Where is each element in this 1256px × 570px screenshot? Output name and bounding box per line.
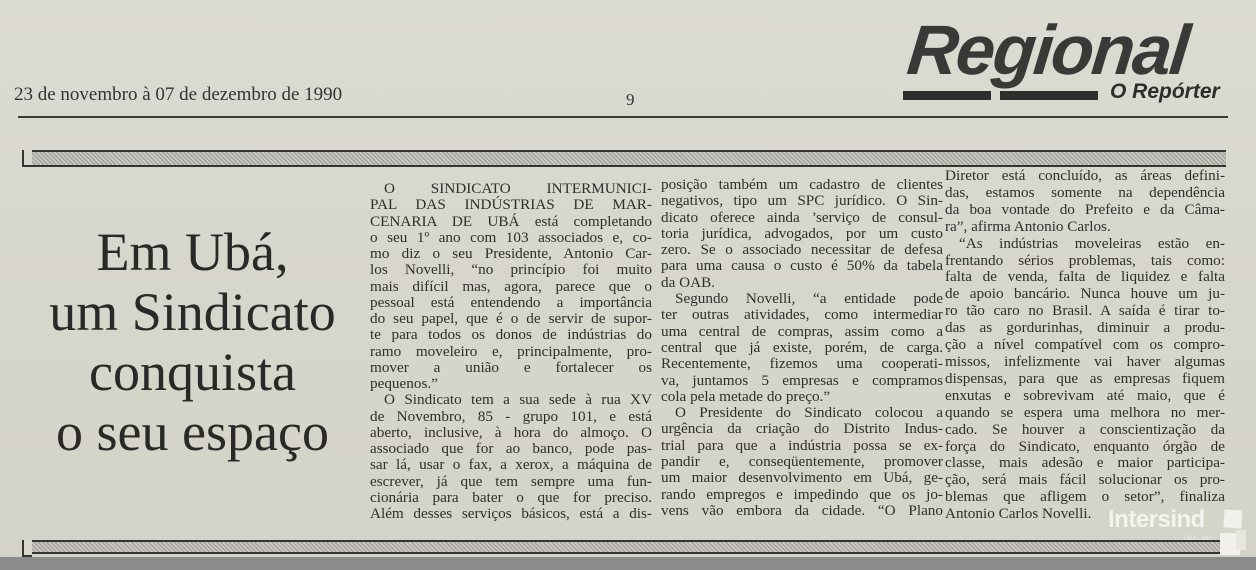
text-line: enxutas e sobrevivam até maio, que é: [945, 386, 1225, 404]
article-headline: [20, 222, 365, 462]
text-line: de Novembro, 85 - grupo 101, e está: [370, 407, 652, 425]
text-line: mover a união e fortalecer os: [370, 358, 652, 376]
text-line: Segundo Novelli, “a entidade pode: [675, 290, 943, 308]
hatched-border-bottom: [22, 540, 1226, 554]
text-line: O Sindicato tem a sua sede à rua XV: [384, 391, 652, 409]
text-line: urgência da criação do Distrito Indus-: [661, 420, 943, 438]
text-line: rando empregos e impedindo que os jo-: [661, 485, 943, 503]
text-line: los Novelli, “no princípio foi muito: [370, 261, 652, 279]
text-line: do seu papel, que é o de servir de supor-: [370, 310, 652, 327]
headline-line: conquista: [89, 342, 296, 402]
article-column-1: [370, 181, 652, 522]
text-line: mais difícil mas, agora, parece que o: [370, 277, 652, 295]
watermark-subtitle: UBÁ - MG: [1184, 536, 1212, 542]
text-line: PAL DAS INDÚSTRIAS DE MAR-: [370, 196, 652, 214]
logo-title: Regional: [903, 11, 1192, 89]
paragraph: [945, 236, 1225, 523]
text-line: te para todos os donos de indústrias do: [370, 326, 652, 344]
paragraph: [661, 291, 943, 405]
text-line: ra”, afirma Antonio Carlos.: [945, 217, 1111, 235]
paragraph: [945, 168, 1225, 236]
text-line: quando se espera uma melhora no mer-: [945, 403, 1225, 421]
paragraph: [370, 181, 652, 392]
intersind-watermark: [1108, 506, 1256, 570]
article-column-3: [945, 168, 1225, 523]
text-line: pandir e, conseqüentemente, promover: [661, 453, 943, 471]
text-line: trial para que a indústria possa se ex-: [661, 436, 943, 454]
text-line: força do Sindicato, enquanto órgão de: [945, 437, 1225, 455]
text-line: Além desses serviços básicos, está a dis-: [370, 505, 652, 522]
text-line: falta de venda, falta de liquidez e falta: [945, 268, 1225, 286]
text-line: ramo moveleiro e, principalmente, pro-: [370, 342, 652, 360]
header-rule: [18, 116, 1228, 118]
text-line: cionária para bater o que for preciso.: [370, 488, 652, 506]
text-line: zero. Se o associado necessitar de defesa: [661, 241, 943, 259]
text-line: ção a nível compatível com os compro-: [945, 336, 1225, 354]
text-line: pessoal está entendendo a importância: [370, 293, 652, 311]
text-line: Antonio Carlos Novelli.: [945, 505, 1092, 523]
text-line: da OAB.: [661, 273, 715, 291]
text-line: ção, será mais fácil solucionar os pro-: [945, 471, 1225, 489]
text-line: um maior desenvolvimento em Ubá, ge-: [661, 469, 943, 487]
text-line: toria jurídica, advogados, por um custo: [661, 224, 943, 242]
watermark-logo-icon: [1236, 530, 1246, 550]
text-line: o seu 1º ano com 103 associados e, co-: [370, 228, 652, 246]
text-line: dispensas, para que as empresas fiquem: [945, 369, 1225, 387]
hatched-border-top: [22, 150, 1226, 167]
page-number: 9: [626, 90, 635, 109]
logo-subtitle: O Repórter: [1110, 80, 1220, 103]
text-line: central que já existe, porém, de carga.: [661, 338, 943, 356]
text-line: cola pela metade do preço.”: [661, 387, 831, 405]
text-line: O SINDICATO INTERMUNICI-: [384, 180, 652, 197]
text-line: Diretor está concluído, as áreas defini-: [945, 167, 1225, 184]
logo-bar: [1000, 91, 1098, 100]
paragraph: [661, 177, 943, 291]
section-logo: [900, 11, 1240, 110]
text-line: missos, infelizmente vai haver algumas: [945, 352, 1225, 370]
text-line: CENARIA DE UBÁ está completando: [370, 212, 652, 230]
watermark-text: Intersind: [1108, 506, 1205, 533]
text-line: da boa vontade do Prefeito e da Câma-: [945, 200, 1225, 218]
text-line: vens vão embora da cidade. “O Plano: [661, 501, 943, 519]
headline-line: Em Ubá,: [96, 222, 289, 282]
frame-edge: [0, 557, 1256, 570]
headline-line: o seu espaço: [56, 402, 329, 462]
text-line: frentando sérios problemas, tais como:: [945, 251, 1225, 269]
article-column-2: [661, 177, 943, 519]
text-line: de apoio bancário. Nunca houve um ju-: [945, 285, 1225, 303]
text-line: va, juntamos 5 empresas e compramos: [661, 371, 943, 389]
logo-bar: [903, 91, 991, 100]
text-line: blemas que afligem o setor”, finaliza: [945, 488, 1225, 506]
text-line: das, estamos somente na dependência: [945, 183, 1225, 201]
text-line: uma central de compras, assim como a: [661, 322, 943, 340]
text-line: negativos, tipo um SPC jurídico. O Sin-: [661, 192, 943, 210]
text-line: sar lá, usar o fax, a xerox, a máquina de: [370, 456, 652, 474]
text-line: mo diz o seu Presidente, Antonio Car-: [370, 245, 652, 262]
paragraph: [370, 392, 652, 522]
text-line: pequenos.”: [370, 375, 438, 392]
text-line: cado. Se houver a conscientização da: [945, 420, 1225, 438]
text-line: ter outras atividades, como intermediar: [661, 306, 943, 324]
issue-date: 23 de novembro à 07 de dezembro de 1990: [14, 84, 343, 105]
text-line: escrever, já que tem sempre uma fun-: [370, 472, 652, 490]
text-line: das as gordurinhas, diminuir a produ-: [945, 319, 1225, 337]
text-line: O Presidente do Sindicato colocou a: [675, 404, 943, 422]
text-line: posição também um cadastro de clientes: [661, 176, 943, 193]
text-line: associado que for ao banco, pode pas-: [370, 440, 652, 457]
text-line: Recentemente, fizemos uma cooperati-: [661, 355, 943, 373]
watermark-logo-icon: [1223, 509, 1242, 528]
text-line: dicato oferece ainda ’serviço de consul-: [661, 208, 943, 226]
headline-line: um Sindicato: [49, 282, 336, 342]
text-line: classe, mais adesão e maior participa-: [945, 454, 1225, 472]
text-line: “As indústrias moveleiras estão en-: [959, 234, 1225, 252]
text-line: para uma causa o custo é 50% da tabela: [661, 257, 943, 275]
paragraph: [661, 405, 943, 519]
text-line: ro tão caro no Brasil. A saída é tirar to-: [945, 302, 1225, 320]
text-line: aberto, inclusive, à hora do almoço. O: [370, 423, 652, 441]
